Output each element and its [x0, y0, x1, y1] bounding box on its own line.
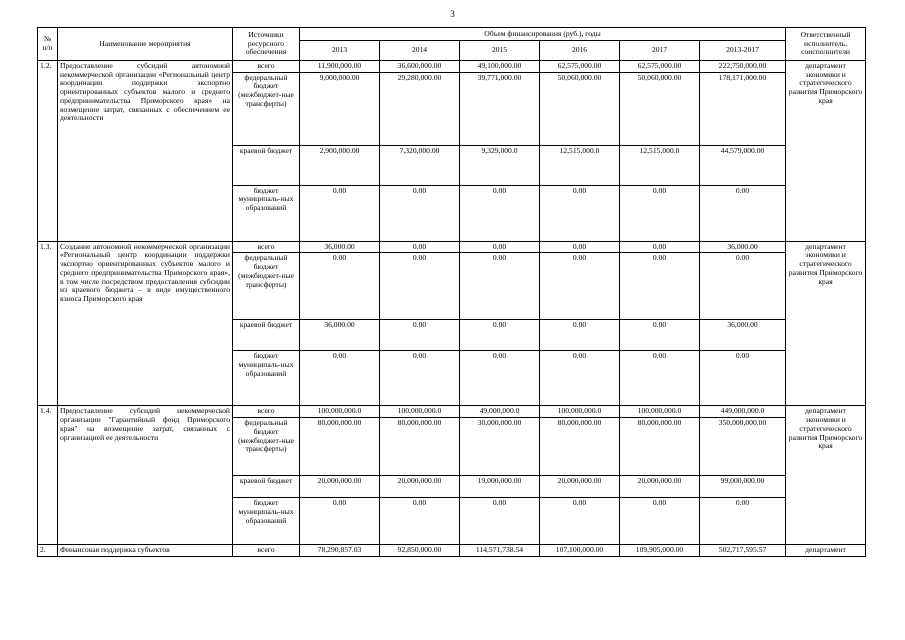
- funding-value: 92,850,000.00: [380, 545, 460, 557]
- responsible-executor: департамент экономики и стратегического развития Приморского края: [786, 241, 866, 406]
- funding-value: 0.00: [460, 253, 540, 320]
- funding-value: 350,000,000.00: [700, 418, 786, 476]
- funding-value: 0.00: [540, 498, 620, 545]
- funding-source: бюджет муниципаль-ных образований: [233, 351, 300, 406]
- funding-value: 0.00: [620, 185, 700, 241]
- funding-value: 39,771,000.00: [460, 72, 540, 145]
- funding-value: 0.00: [620, 253, 700, 320]
- row-number: 2.: [38, 545, 58, 557]
- funding-value: 80,000,000.00: [300, 418, 380, 476]
- funding-value: 502,717,595.57: [700, 545, 786, 557]
- funding-value: 20,000,000.00: [300, 476, 380, 498]
- funding-value: 0.00: [380, 498, 460, 545]
- funding-value: 0.00: [620, 498, 700, 545]
- funding-value: 100,000,000.0: [300, 406, 380, 418]
- table-row: [38, 241, 866, 253]
- table-row: [38, 406, 866, 418]
- responsible-executor: департамент: [786, 545, 866, 557]
- funding-value: 449,000,000.0: [700, 406, 786, 418]
- funding-source: краевой бюджет: [233, 145, 300, 185]
- funding-source: краевой бюджет: [233, 320, 300, 351]
- funding-value: 0.00: [380, 185, 460, 241]
- funding-value: 0.00: [540, 351, 620, 406]
- header-source: Источники ресурсного обеспечения: [233, 28, 300, 61]
- funding-value: 50,060,000.00: [540, 72, 620, 145]
- funding-value: 99,000,000.00: [700, 476, 786, 498]
- funding-value: 36,000.00: [300, 320, 380, 351]
- funding-source: краевой бюджет: [233, 476, 300, 498]
- funding-value: 62,575,000.00: [620, 61, 700, 73]
- funding-value: 0.00: [460, 185, 540, 241]
- funding-value: 0.00: [700, 185, 786, 241]
- header-year: 2017: [620, 41, 700, 61]
- funding-value: 0.00: [380, 253, 460, 320]
- funding-value: 107,100,000.00: [540, 545, 620, 557]
- header-year: 2014: [380, 41, 460, 61]
- responsible-executor: департамент экономики и стратегического развития Приморского края: [786, 61, 866, 242]
- activity-name: Предоставление субсидий автономной некоммерческой организации «Региональный центр координации поддержки экспортно ориентированных субъектов малого и среднего предпринимательства Приморского края» на возмещение затрат, связанных с обеспечением ее деятельности: [58, 61, 233, 242]
- header-year: 2015: [460, 41, 540, 61]
- funding-value: 80,000,000.00: [620, 418, 700, 476]
- funding-value: 100,000,000.0: [620, 406, 700, 418]
- funding-table: [37, 27, 866, 557]
- funding-value: 20,000,000.00: [620, 476, 700, 498]
- funding-source: федеральный бюджет (межбюджет-ные трансферты): [233, 418, 300, 476]
- funding-value: 0.00: [700, 498, 786, 545]
- funding-value: 80,000,000.00: [540, 418, 620, 476]
- funding-value: 0.00: [620, 320, 700, 351]
- funding-value: 0.00: [620, 241, 700, 253]
- funding-value: 0.00: [380, 320, 460, 351]
- funding-value: 0.00: [620, 351, 700, 406]
- funding-value: 0.00: [540, 320, 620, 351]
- funding-value: 19,000,000.00: [460, 476, 540, 498]
- funding-value: 36,600,000.00: [380, 61, 460, 73]
- funding-value: 109,905,000.00: [620, 545, 700, 557]
- table-row: [38, 545, 866, 557]
- table-body: [38, 61, 866, 557]
- funding-value: 0.00: [460, 351, 540, 406]
- activity-name: Предоставление субсидий некоммерческой организации "Гарантийный фонд Приморского края" на возмещение затрат, связанных с организацией ее деятельности: [58, 406, 233, 545]
- funding-value: 9,329,000.0: [460, 145, 540, 185]
- funding-value: 20,000,000.00: [540, 476, 620, 498]
- funding-value: 50,060,000.00: [620, 72, 700, 145]
- funding-value: 0.00: [300, 253, 380, 320]
- row-number: 1.4.: [38, 406, 58, 545]
- funding-value: 7,320,000.00: [380, 145, 460, 185]
- funding-value: 9,000,000.00: [300, 72, 380, 145]
- responsible-executor: департамент экономики и стратегического развития Приморского края: [786, 406, 866, 545]
- funding-value: 2,900,000.00: [300, 145, 380, 185]
- funding-value: 36,000.00: [300, 241, 380, 253]
- funding-value: 29,280,000.00: [380, 72, 460, 145]
- funding-value: 0.00: [300, 498, 380, 545]
- header-responsible: Ответственный исполнитель, соисполнители: [786, 28, 866, 61]
- funding-value: 100,000,000.0: [540, 406, 620, 418]
- funding-value: 0.00: [380, 241, 460, 253]
- funding-value: 20,000,000.00: [380, 476, 460, 498]
- funding-value: 0.00: [380, 351, 460, 406]
- funding-value: 0.00: [540, 241, 620, 253]
- funding-value: 0.00: [700, 253, 786, 320]
- header-year: 2013: [300, 41, 380, 61]
- funding-value: 49,000,000.0: [460, 406, 540, 418]
- funding-value: 78,290,857.03: [300, 545, 380, 557]
- funding-source: всего: [233, 406, 300, 418]
- funding-value: 11,900,000.00: [300, 61, 380, 73]
- header-funding: Объем финансирования (руб.), годы: [300, 28, 786, 41]
- row-number: 1.3.: [38, 241, 58, 406]
- funding-value: 114,571,738.54: [460, 545, 540, 557]
- funding-value: 178,171,000.00: [700, 72, 786, 145]
- funding-value: 80,000,000.00: [380, 418, 460, 476]
- header-year: 2016: [540, 41, 620, 61]
- activity-name: Создание автономной некоммерческой организации «Региональный центр координации поддержки экспортно ориентированных субъектов малого и среднего предпринимательства Приморского края», в том числе посредством предоставления субсидии из краевого бюджета – в виде имущественного взноса Приморского края: [58, 241, 233, 406]
- header-name: Наименование мероприятия: [58, 28, 233, 61]
- funding-source: бюджет муниципаль-ных образований: [233, 498, 300, 545]
- header-num: № п/п: [38, 28, 58, 61]
- funding-source: федеральный бюджет (межбюджет-ные трансферты): [233, 72, 300, 145]
- funding-source: всего: [233, 241, 300, 253]
- funding-value: 44,579,000.00: [700, 145, 786, 185]
- funding-source: всего: [233, 545, 300, 557]
- funding-value: 62,575,000.00: [540, 61, 620, 73]
- funding-source: федеральный бюджет (межбюджет-ные трансферты): [233, 253, 300, 320]
- activity-name: Финансовая поддержка субъектов: [58, 545, 233, 557]
- funding-value: 100,000,000.0: [380, 406, 460, 418]
- funding-value: 36,000.00: [700, 241, 786, 253]
- funding-value: 222,750,000.00: [700, 61, 786, 73]
- page-number: 3: [450, 9, 455, 19]
- funding-source: бюджет муниципаль-ных образований: [233, 185, 300, 241]
- funding-value: 0.00: [460, 320, 540, 351]
- funding-value: 0.00: [700, 351, 786, 406]
- funding-value: 0.00: [540, 185, 620, 241]
- funding-value: 36,000.00: [700, 320, 786, 351]
- table-row: [38, 61, 866, 73]
- funding-value: 0.00: [300, 351, 380, 406]
- funding-value: 12,515,000.0: [540, 145, 620, 185]
- row-number: 1.2.: [38, 61, 58, 242]
- funding-value: 0.00: [540, 253, 620, 320]
- funding-value: 30,000,000.00: [460, 418, 540, 476]
- funding-value: 0.00: [300, 185, 380, 241]
- funding-value: 12,515,000.0: [620, 145, 700, 185]
- funding-value: 0.00: [460, 498, 540, 545]
- funding-source: всего: [233, 61, 300, 73]
- funding-value: 49,100,000.00: [460, 61, 540, 73]
- funding-value: 0.00: [460, 241, 540, 253]
- header-year: 2013-2017: [700, 41, 786, 61]
